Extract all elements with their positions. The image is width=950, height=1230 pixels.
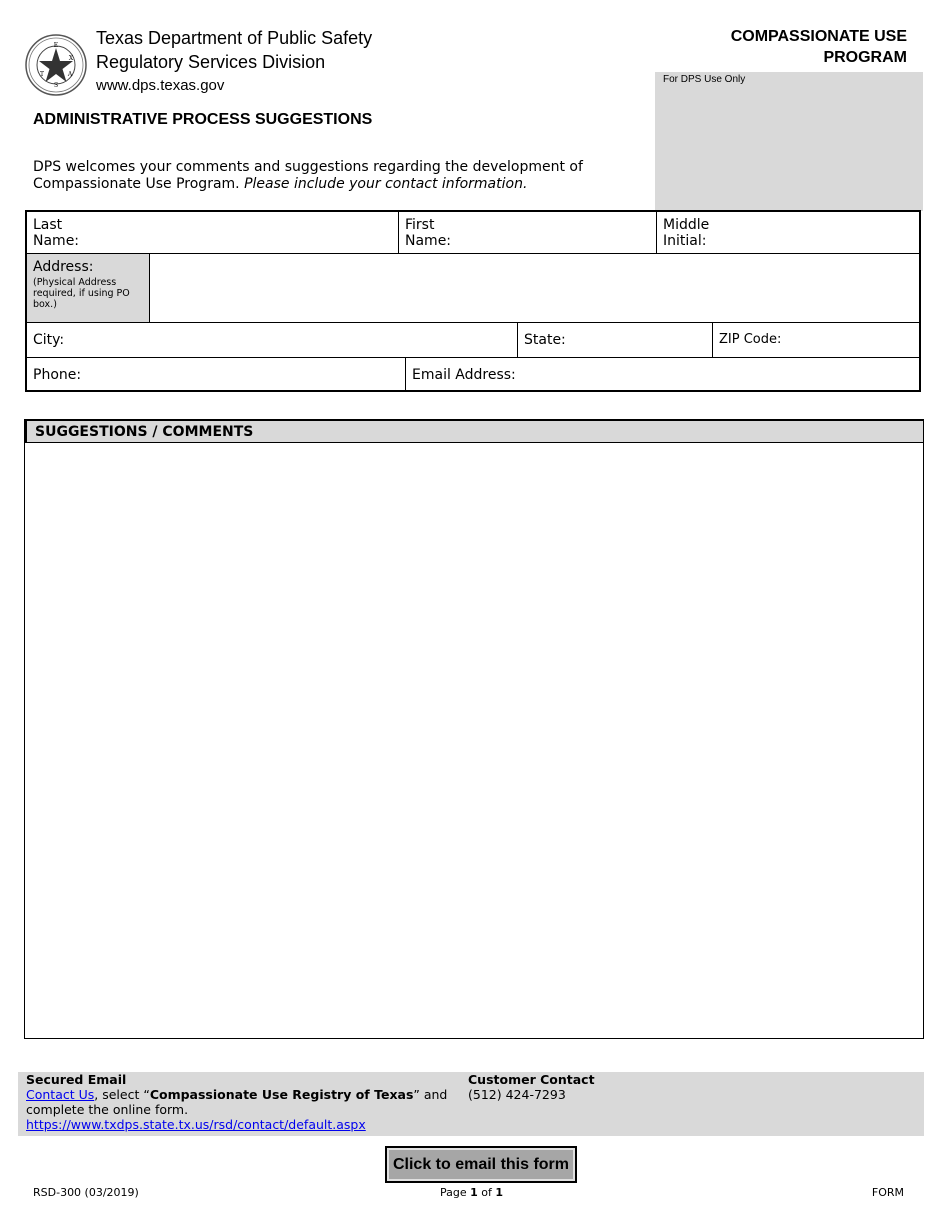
intro-emphasis: Please include your contact information. (244, 176, 528, 192)
secured-email-heading: Secured Email (26, 1072, 127, 1087)
form-title: ADMINISTRATIVE PROCESS SUGGESTIONS (33, 111, 373, 128)
dps-seal-icon (25, 34, 87, 96)
last-name-label-line2: Name: (33, 233, 80, 249)
email-field[interactable] (405, 358, 919, 390)
intro-text: DPS welcomes your comments and suggestions regarding the development of Compassionate Use Program. (33, 159, 583, 192)
secured-email-text (26, 1087, 456, 1132)
program-title-line1: COMPASSIONATE USE (730, 28, 907, 45)
contact-url-link[interactable]: https://www.txdps.state.tx.us/rsd/contact/default.aspx (26, 1117, 366, 1132)
page-of: of (481, 1186, 492, 1199)
email-label: Email Address: (412, 367, 516, 383)
address-note: (Physical Address required, if using PO box.) (33, 277, 130, 310)
first-name-label-line1: First (405, 217, 435, 233)
svg-text:S: S (53, 82, 59, 89)
form-code: RSD-300 (03/2019) (33, 1186, 139, 1199)
name-row (27, 212, 919, 254)
svg-text:T: T (39, 71, 45, 78)
page-total: 1 (495, 1186, 504, 1199)
page-prefix: Page (440, 1186, 467, 1199)
registry-name: Compassionate Use Registry of Texas (149, 1087, 414, 1102)
customer-contact-phone: (512) 424-7293 (468, 1087, 566, 1102)
address-label-cell (27, 254, 150, 322)
customer-contact-info (468, 1072, 718, 1102)
dps-use-only-box (655, 72, 923, 211)
email-form-button[interactable]: Click to email this form (385, 1146, 577, 1183)
address-field[interactable] (150, 254, 919, 322)
city-row (27, 323, 919, 358)
secured-email-info (26, 1072, 456, 1132)
page-number (440, 1186, 503, 1199)
city-label: City: (33, 332, 65, 348)
first-name-label-line2: Name: (405, 233, 452, 249)
department-name: Texas Department of Public Safety (96, 28, 373, 48)
middle-initial-label-line1: Middle (663, 217, 710, 233)
form-label: FORM (871, 1186, 904, 1199)
secured-email-text-part1: , select “ (94, 1087, 150, 1102)
last-name-label-line1: Last (33, 217, 63, 233)
svg-text:A: A (67, 71, 73, 78)
middle-initial-field[interactable] (656, 212, 919, 253)
address-row (27, 254, 919, 323)
footer-info-box (18, 1072, 924, 1136)
division-name: Regulatory Services Division (96, 52, 326, 72)
zip-label: ZIP Code: (719, 332, 782, 347)
state-field[interactable] (517, 323, 712, 357)
first-name-field[interactable] (398, 212, 656, 253)
comments-header: SUGGESTIONS / COMMENTS (25, 420, 923, 443)
state-label: State: (524, 332, 566, 348)
address-label: Address: (33, 259, 94, 275)
svg-text:X: X (68, 55, 74, 62)
phone-label: Phone: (33, 367, 82, 383)
zip-field[interactable] (712, 323, 919, 357)
last-name-field[interactable] (27, 212, 398, 253)
customer-contact-heading: Customer Contact (468, 1072, 595, 1087)
svg-text:E: E (53, 42, 59, 49)
contact-info-table (25, 210, 921, 392)
phone-row (27, 358, 919, 390)
secured-email-text-part2: ” and complete the online form. (26, 1087, 448, 1117)
program-title (687, 26, 907, 68)
page-current: 1 (470, 1186, 478, 1199)
comments-textarea[interactable] (25, 443, 923, 1038)
middle-initial-label-line2: Initial: (663, 233, 707, 249)
phone-field[interactable] (27, 358, 405, 390)
program-title-line2: PROGRAM (823, 49, 907, 66)
dps-use-only-label: For DPS Use Only (663, 74, 746, 85)
comments-section (24, 419, 924, 1039)
contact-us-link[interactable]: Contact Us (26, 1087, 95, 1102)
city-field[interactable] (27, 323, 517, 357)
website-url: www.dps.texas.gov (96, 77, 225, 94)
intro-paragraph (33, 159, 653, 193)
